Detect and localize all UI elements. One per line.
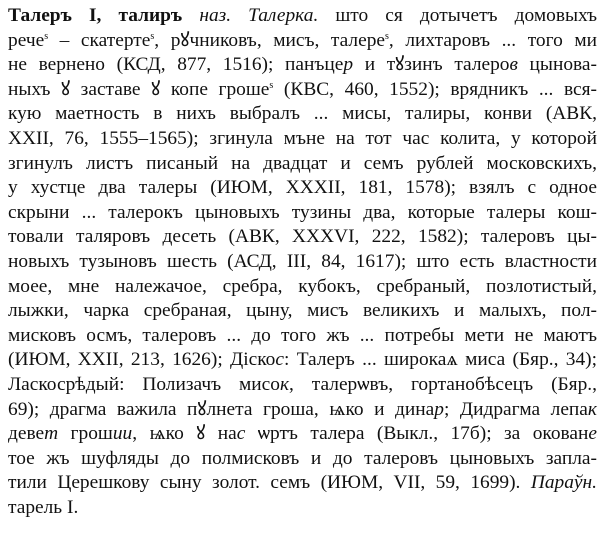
entry-text: не вернено (КСД, 877, 1516); панъце — [8, 54, 344, 76]
entry-text: деве — [8, 423, 45, 445]
entry-text: у хустце два талеры (ИЮМ, XXXII, 181, 1578); взялъ с одное — [8, 177, 597, 199]
italic-text: р — [343, 54, 354, 76]
entry-text: , талерѡвъ, гортанобѣсецъ (Бяр., — [289, 374, 597, 395]
entry-text: згинулъ листъ писаный на двадцат и семъ рублей московскихъ, — [8, 152, 597, 174]
entry-text: што ся дотычетъ домовыхъ — [318, 5, 597, 26]
superscript-letter: s — [150, 30, 155, 42]
italic-text: е — [588, 423, 598, 445]
entry-text: – скатерте — [48, 29, 151, 51]
entry-text: (КВС, 460, 1552); врядникъ ... вся- — [273, 78, 598, 100]
entry-text: мисковъ осмъ, талеровъ ... до того жъ ... потребы мети не маютъ — [8, 324, 597, 346]
entry-text: кую маетность в нихъ выбралъ ... мисы, талиры, конви (АВК, — [8, 103, 597, 125]
entry-text: ныхъ ꙋ заставе ꙋ копе гроше — [8, 78, 270, 100]
entry-text: Ласкосрѣдый: Полизачъ мисо — [8, 374, 280, 395]
entry-text: моее, мне належачое, сребра, кубокъ, сребраный, позлотистый, — [8, 275, 597, 297]
superscript-letter: s — [269, 79, 274, 91]
entry-text: , ѩко ꙋ на — [132, 423, 237, 445]
entry-text: , рꙋчниковъ, мисъ, талере — [154, 29, 386, 51]
italic-text: ии — [112, 423, 133, 445]
italic-text: к — [587, 398, 597, 420]
entry-text — [182, 5, 199, 26]
italic-text: наз. Талерка. — [199, 5, 319, 26]
entry-text: ; Дидрагма лепа — [443, 398, 588, 420]
entry-text: цынова- — [517, 54, 597, 76]
entry-text: ѡртъ талера (Выкл., 17б); за окован — [245, 423, 589, 445]
entry-text: новыхъ тузыновъ шесть (АСД, III, 84, 1617); што есть властности — [8, 251, 597, 272]
superscript-letter: s — [44, 30, 49, 42]
entry-text: XXII, 76, 1555–1565); згинула мъне на тот час колита, у которой — [8, 128, 597, 149]
entry-text: (ИЮМ, XXII, 213, 1626); Діско — [8, 349, 276, 371]
superscript-letter: s — [385, 30, 389, 42]
entry-text: : Талеръ ... широкаѧ миса (Бяр., 34); — [284, 349, 598, 371]
entry-text: и тꙋзинъ талеро — [353, 54, 510, 76]
entry-text: грош — [58, 423, 113, 445]
entry-text: скрыни ... талерокъ цыновыхъ тузины два, которые талеры кош- — [8, 201, 597, 223]
italic-text: к — [279, 374, 290, 395]
entry-line — [8, 494, 597, 522]
entry-text: тарель I. — [8, 497, 79, 518]
italic-text: с — [275, 349, 284, 371]
italic-text: Параўн. — [530, 472, 597, 494]
italic-text: в — [509, 54, 518, 76]
italic-text: с — [236, 423, 246, 445]
entry-text: 69); драгма важила пꙋлнета гроша, ѩко и дина — [8, 398, 435, 420]
entry-text: , лихтаровъ ... того ми — [388, 29, 597, 51]
entry-text: товали таляровъ десеть (АВК, XXXVI, 222, 1582); талеровъ цы- — [8, 226, 597, 248]
entry-text: тили Церешкову сыну золот. семъ (ИЮМ, VII, 59, 1699). — [8, 472, 531, 494]
entry-text: рече — [8, 29, 45, 51]
italic-text: т — [44, 423, 59, 445]
entry-headword: Талеръ I, талиръ — [8, 5, 183, 26]
entry-text: лыжки, чарка сребраная, цыну, мисъ великихъ и малыхъ, пол- — [8, 300, 597, 322]
entry-text: тое жъ шуфляды до полмисковъ и до талеровъ цыновыхъ запла- — [8, 447, 597, 469]
italic-text: р — [434, 398, 444, 420]
